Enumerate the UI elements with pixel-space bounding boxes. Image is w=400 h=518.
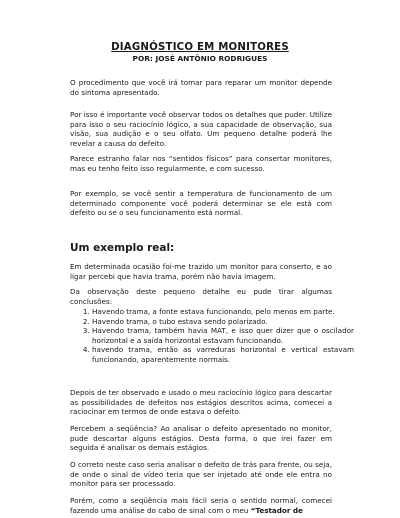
document-title: DIAGNÓSTICO EM MONITORES [111, 42, 289, 53]
conclusions-list [70, 307, 354, 365]
paragraph-however-bold: “Testador de [250, 505, 303, 515]
paragraph-occasion: Em determinada ocasião foi-me trazido um monitor para conserto, e ao ligar percebi que havia trama, porém não havia imagem. [70, 262, 332, 281]
paragraph-senses: Parece estranho falar nos “sentidos físicos” para consertar monitores, mas eu tenho feito isso regularmente, e com sucesso. [70, 154, 332, 173]
paragraph-however-text: Porém, como a seqüência mais fácil seria o sentido normal, comecei fazendo uma análise do cabo de sinal com o meu [70, 496, 332, 515]
paragraph-observe: Por isso é importante você observar todos os detalhes que puder. Utilize para isso o seu raciocínio lógico, a sua capacidade de observação, sua visão, sua audição e o seu olfato. Um pequeno detalhe poderá lhe revelar a causa do defeito. [70, 110, 332, 148]
list-item: 3. Havendo trama, também havia MAT, e isso quer dizer que o oscilador horizontal e a saída horizontal estavam funcionando. [92, 326, 354, 345]
document-author: POR: JOSÉ ANTÔNIO RODRIGUES [132, 54, 268, 63]
paragraph-however [70, 496, 332, 515]
paragraph-intro: O procedimento que você irá tomar para reparar um monitor depende do sintoma apresentado. [70, 78, 332, 97]
list-item: 2. Havendo trama, o tubo estava sendo polarizado. [92, 317, 354, 327]
list-item: 4. havendo trama, então as varreduras horizontal e vertical estavam funcionando, aparentemente normais. [92, 345, 354, 364]
paragraph-sequence: Percebem a seqüência? Ao analisar o defeito apresentado no monitor, pude descartar alguns estágios. Desta forma, o que irei fazer em seguida é analisar os demais estágios. [70, 424, 332, 453]
paragraph-example: Por exemplo, se você sentir a temperatura de funcionamento de um determinado componente você poderá determinar se ele está com defeito ou se o seu funcionamento está normal. [70, 189, 332, 218]
section-heading: Um exemplo real: [70, 242, 175, 254]
paragraph-conclusions-intro: Da observação deste pequeno detalhe eu pude tirar algumas conclusões: [70, 287, 332, 306]
paragraph-after-observing: Depois de ter observado e usado o meu raciocínio lógico para descartar as possibilidades de defeitos nos estágios descritos acima, comecei a raciocinar em termos de onde estava o defeito. [70, 388, 332, 417]
list-item: 1. Havendo trama, a fonte estava funcionando, pelo menos em parte. [92, 307, 354, 317]
paragraph-correct: O correto neste caso seria analisar o defeito de trás para frente, ou seja, de onde o sinal de vídeo teria que ser injetado até onde ele entra no monitor para ser processado. [70, 460, 332, 489]
